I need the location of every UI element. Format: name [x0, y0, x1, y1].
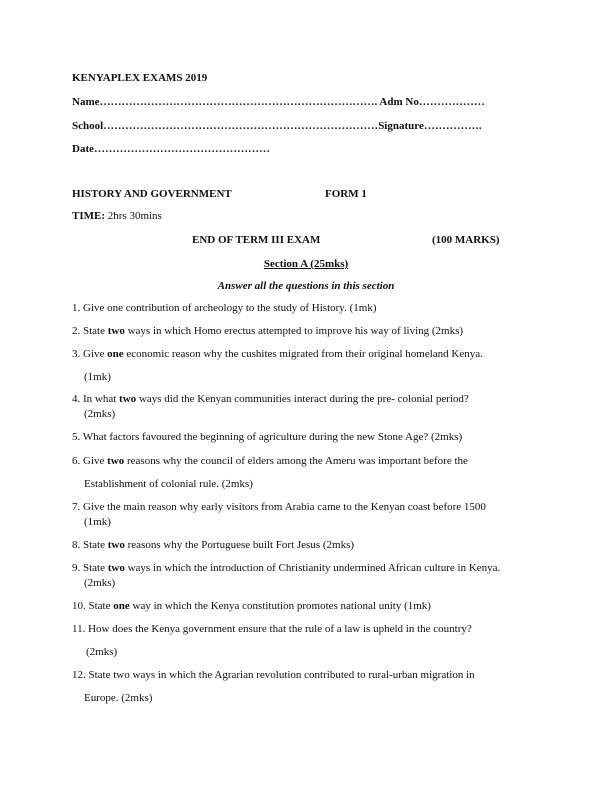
question-text: 4. In what: [72, 393, 120, 405]
question-3: [72, 348, 483, 361]
question-7: [72, 501, 486, 514]
subject: HISTORY AND GOVERNMENT: [72, 188, 232, 200]
school-field: [72, 120, 482, 133]
question-text: 12. State two ways in which the Agrarian revolution contributed to rural-urban migration in: [72, 669, 475, 681]
question-text: 1. Give one contribution of archeology to the study of History. (1mk): [72, 302, 377, 314]
question-text: 7. Give the main reason why early visitors from Arabia came to the Kenyan coast before 1500: [72, 501, 486, 513]
form: FORM 1: [325, 188, 367, 200]
question-6-continuation: Establishment of colonial rule. (2mks): [84, 478, 253, 490]
time: [72, 210, 162, 223]
question-9-marks: (2mks): [84, 577, 116, 589]
question-text: reasons why the council of elders among the Ameru was important before the: [124, 455, 468, 467]
question-text: ways in which the introduction of Christianity undermined African culture in Kenya.: [124, 562, 501, 574]
school-line: School…………………………………………………………………: [72, 120, 379, 132]
instruction: Answer all the questions in this section: [217, 280, 395, 292]
question-emphasis: two: [119, 393, 137, 405]
question-8: [72, 539, 354, 552]
question-6: [72, 455, 468, 468]
question-12: [72, 669, 475, 682]
question-4-marks: (2mks): [84, 408, 116, 420]
date-line: Date…………………………………………: [72, 143, 270, 155]
question-text: 8. State: [72, 539, 108, 551]
adm-no-line: Adm No………………: [379, 96, 485, 108]
question-emphasis: one: [107, 348, 124, 360]
question-text: economic reason why the cushites migrated from their original homeland Kenya.: [123, 348, 483, 360]
time-value: 2hrs 30mins: [105, 210, 162, 222]
question-text: reasons why the Portuguese built Fort Jesus (2mks): [124, 539, 355, 551]
question-emphasis: two: [107, 539, 125, 551]
name-field: [72, 96, 485, 109]
question-11-marks: (2mks): [86, 646, 118, 658]
question-3-marks: (1mk): [84, 371, 111, 383]
question-7-marks: (1mk): [84, 516, 111, 528]
question-text: way in which the Kenya constitution promotes national unity (1mk): [129, 600, 431, 612]
question-text: 5. What factors favoured the beginning of agriculture during the new Stone Age? (2mks): [72, 431, 463, 443]
question-text: 6. Give: [72, 455, 108, 467]
question-text: 9. State: [72, 562, 108, 574]
question-11: [72, 623, 472, 636]
time-label: TIME:: [72, 210, 105, 222]
question-1: [72, 302, 376, 315]
name-line: Name………………………………………………………………….: [72, 96, 378, 108]
exam-title: KENYAPLEX EXAMS 2019: [72, 72, 208, 84]
question-5: [72, 431, 462, 444]
question-emphasis: two: [107, 325, 125, 337]
question-2: [72, 325, 463, 338]
question-emphasis: two: [107, 455, 125, 467]
question-text: ways in which Homo erectus attempted to improve his way of living (2mks): [124, 325, 464, 337]
signature-line: Signature…………….: [378, 120, 482, 132]
question-text: 2. State: [72, 325, 108, 337]
question-9: [72, 562, 500, 575]
question-4: [72, 393, 469, 406]
question-text: 10. State: [72, 600, 114, 612]
section-heading: Section A (25mks): [263, 258, 349, 270]
question-12-continuation: Europe. (2mks): [84, 692, 153, 704]
question-emphasis: one: [113, 600, 130, 612]
question-emphasis: two: [107, 562, 125, 574]
question-text: 3. Give: [72, 348, 108, 360]
total-marks: (100 MARKS): [432, 234, 500, 246]
question-10: [72, 600, 431, 613]
question-text: ways did the Kenyan communities interact during the pre- colonial period?: [136, 393, 469, 405]
exam-name: END OF TERM III EXAM: [192, 234, 321, 246]
question-text: 11. How does the Kenya government ensure that the rule of a law is upheld in the country?: [72, 623, 472, 635]
